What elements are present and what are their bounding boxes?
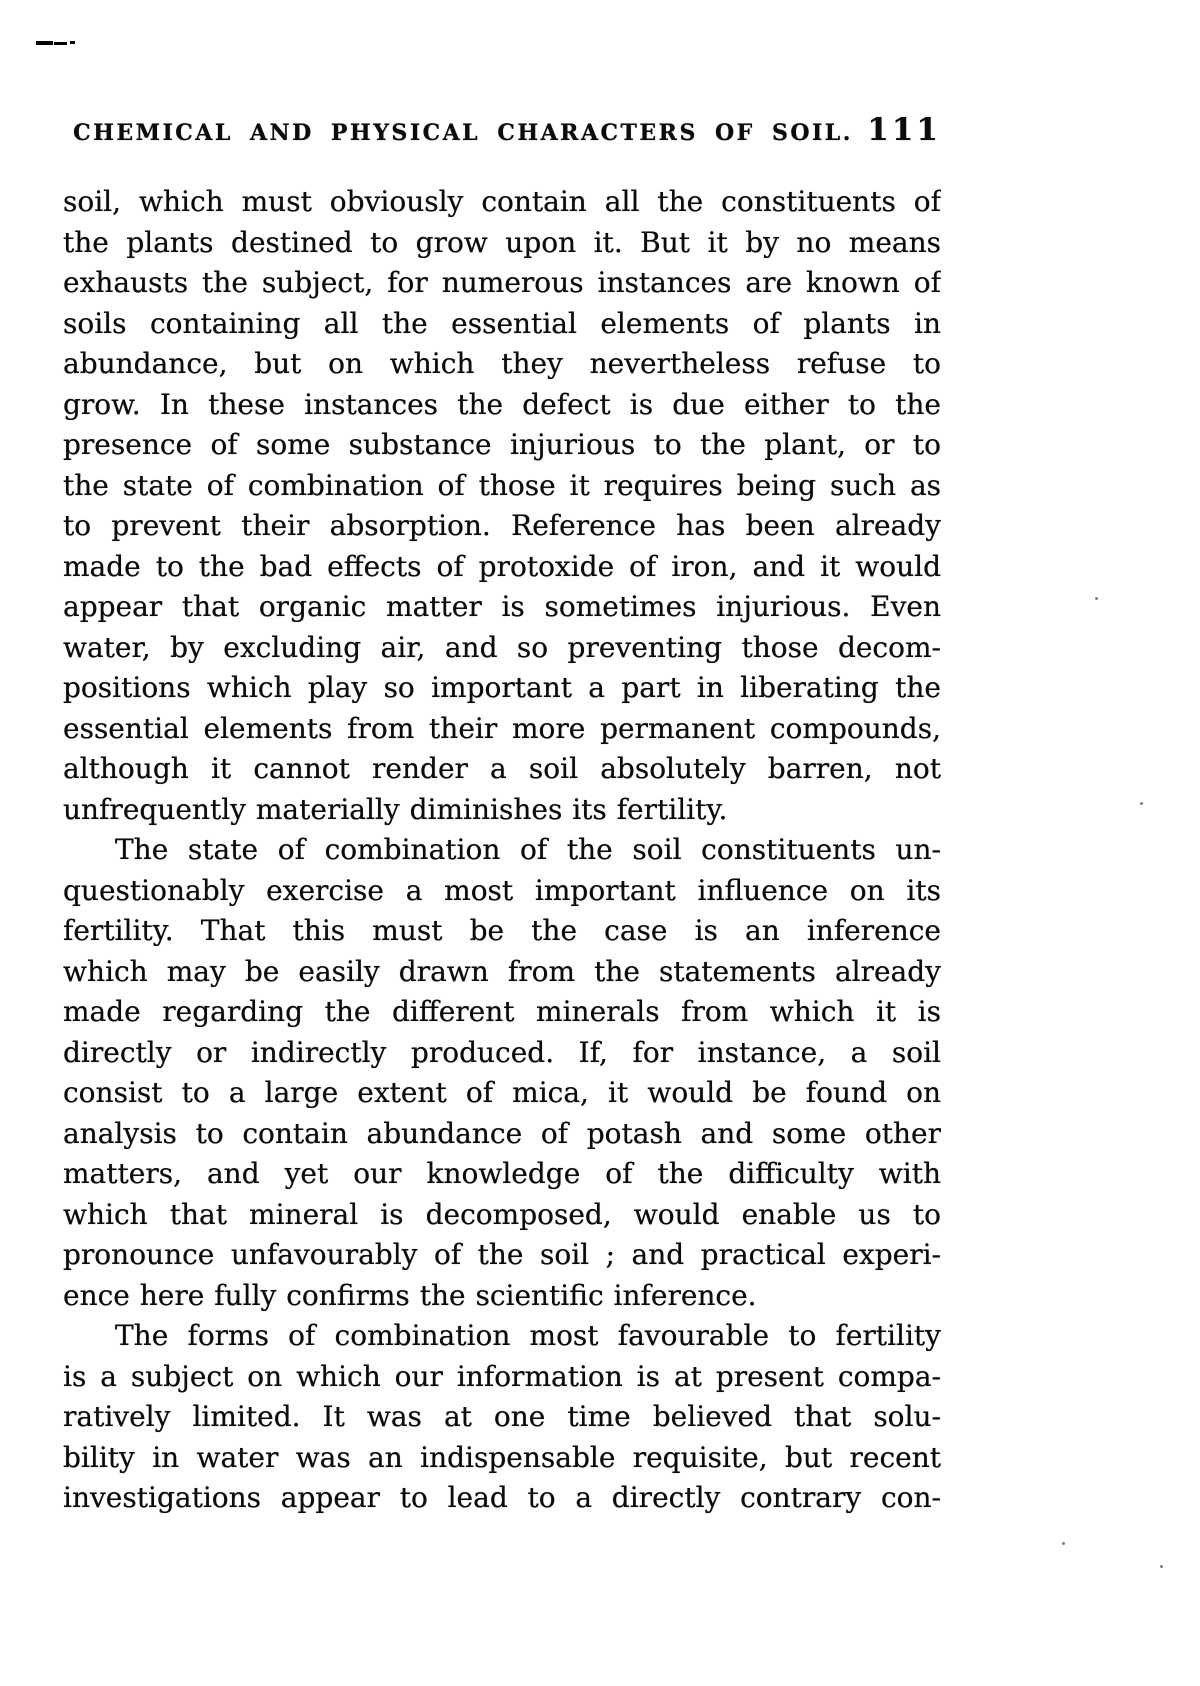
text-line: which that mineral is decomposed, would enable us to bbox=[63, 1197, 941, 1231]
text-line: abundance, but on which they nevertheless refuse to bbox=[63, 347, 941, 380]
text-line: The forms of combination most favourable to fertility bbox=[115, 1319, 941, 1352]
text-line: soil, which must obviously contain all the constituents of bbox=[63, 185, 941, 218]
text-line: pronounce unfavourably of the soil ; and practical experi- bbox=[63, 1238, 941, 1271]
text-line: bility in water was an indispensable requisite, but recent bbox=[63, 1440, 941, 1474]
text-line: essential elements from their more permanent compounds, bbox=[63, 711, 941, 745]
paragraph bbox=[63, 182, 941, 830]
text-line: although it cannot render a soil absolutely barren, not bbox=[63, 752, 941, 785]
header-title: CHEMICAL AND PHYSICAL CHARACTERS OF SOIL. bbox=[73, 120, 853, 146]
paragraph bbox=[63, 1316, 941, 1519]
text-line: exhausts the subject, for numerous instances are known of bbox=[63, 266, 941, 299]
text-line: consist to a large extent of mica, it would be found on bbox=[63, 1076, 941, 1109]
ink-dash-artifact bbox=[54, 42, 67, 45]
page-number: 111 bbox=[867, 112, 941, 148]
text-line: unfrequently materially diminishes its fertility. bbox=[63, 792, 728, 826]
text-line: matters, and yet our knowledge of the difficulty with bbox=[63, 1157, 941, 1190]
text-line: made regarding the different minerals from which it is bbox=[63, 995, 941, 1028]
text-line: appear that organic matter is sometimes injurious. Even bbox=[63, 590, 941, 623]
text-line: grow. In these instances the defect is due either to the bbox=[63, 387, 941, 421]
text-line: positions which play so important a part in liberating the bbox=[63, 671, 941, 704]
text-line: investigations appear to lead to a directly contrary con- bbox=[63, 1481, 941, 1514]
scan-speck bbox=[1062, 1542, 1065, 1545]
scan-speck bbox=[1140, 802, 1143, 805]
text-line: made to the bad effects of protoxide of iron, and it would bbox=[63, 549, 941, 583]
running-header bbox=[63, 112, 941, 150]
scan-speck bbox=[1095, 597, 1098, 600]
text-line: The state of combination of the soil constituents un- bbox=[115, 833, 941, 866]
scan-speck bbox=[1160, 1565, 1163, 1568]
ink-dash-artifact bbox=[70, 41, 75, 44]
text-line: soils containing all the essential elements of plants in bbox=[63, 306, 941, 340]
text-line: the plants destined to grow upon it. But it by no means bbox=[63, 225, 941, 259]
text-line: directly or indirectly produced. If, for instance, a soil bbox=[63, 1035, 941, 1069]
text-line: analysis to contain abundance of potash and some other bbox=[63, 1116, 941, 1150]
text-line: is a subject on which our information is at present compa- bbox=[63, 1359, 941, 1393]
text-line: the state of combination of those it requires being such as bbox=[63, 468, 941, 502]
body-text bbox=[63, 182, 941, 1519]
text-line: to prevent their absorption. Reference has been already bbox=[63, 509, 941, 542]
text-line: water, by excluding air, and so preventing those decom- bbox=[63, 630, 941, 664]
text-line: fertility. That this must be the case is an inference bbox=[63, 914, 941, 947]
text-line: questionably exercise a most important influence on its bbox=[63, 873, 941, 907]
text-line: ence here fully confirms the scientific inference. bbox=[63, 1278, 757, 1312]
text-line: ratively limited. It was at one time believed that solu- bbox=[63, 1400, 941, 1433]
text-line: which may be easily drawn from the statements already bbox=[63, 954, 941, 988]
paragraph bbox=[63, 830, 941, 1316]
ink-dash-artifact bbox=[36, 41, 53, 45]
text-line: presence of some substance injurious to the plant, or to bbox=[63, 428, 941, 461]
